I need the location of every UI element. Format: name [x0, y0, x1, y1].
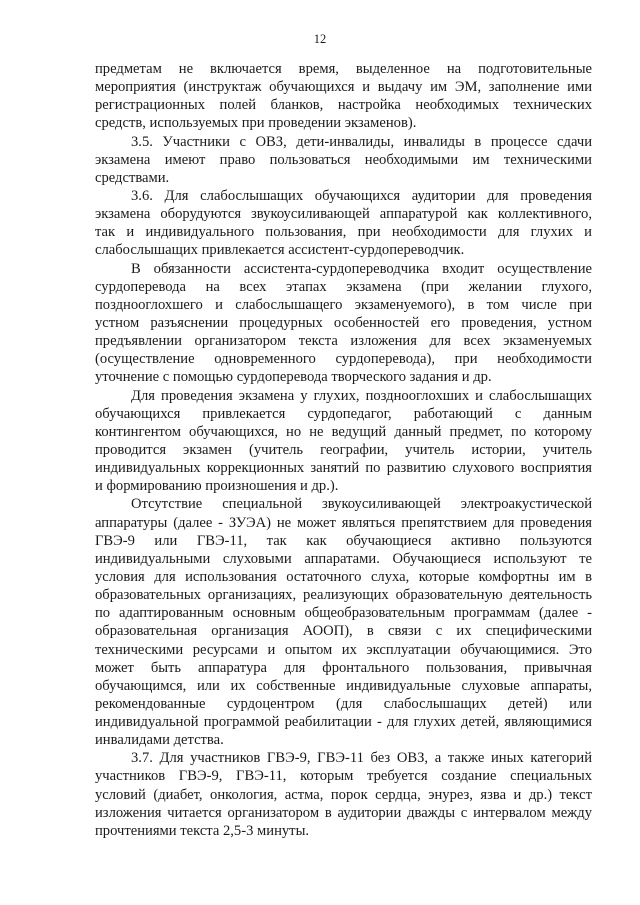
text-line: сурдоперевода на всех этапах экзамена (при желании глухого,: [95, 278, 592, 295]
page-number: 12: [313, 32, 327, 46]
text-line: аппаратуры (далее - ЗУЭА) не может являться препятствием для проведения: [95, 514, 592, 531]
text-line: обучающихся привлекается сурдопедагог, работающий с данным: [95, 405, 592, 422]
text-line: по адаптированным основным общеобразовательным программам (далее -: [95, 605, 592, 622]
text-line: может быть аппаратура для фронтального пользования, привычная: [95, 659, 592, 676]
text-line: экзамена имеют право пользоваться необходимыми им техническими: [95, 151, 592, 168]
text-line: прочтениями текста 2,5-3 минуты.: [95, 822, 310, 839]
text-line: индивидуальных коррекционных занятий по развитию слухового восприятия: [95, 460, 592, 477]
text-line: Для проведения экзамена у глухих, позднооглохших и слабослышащих: [131, 387, 592, 404]
text-line: контингентом обучающихся, но не ведущий данный предмет, по которому: [95, 423, 592, 440]
text-line: индивидуальными слуховыми аппаратами. Обучающиеся используют те: [95, 550, 592, 567]
text-line: и формированию произношения и др.).: [95, 478, 339, 495]
text-line: условия для использования остаточного слуха, которые комфортны им в: [95, 568, 592, 585]
text-line: ГВЭ-9 или ГВЭ-11, так как обучающиеся активно пользуются: [95, 532, 592, 549]
text-line: образовательная организация АООП), в связи с их специфическими: [95, 623, 592, 640]
text-line: слабослышащих привлекается ассистент-сурдопереводчик.: [95, 242, 465, 259]
text-line: предъявлении организатором текста изложения для всех экзаменуемых: [95, 333, 592, 350]
text-line: уточнение с помощью сурдоперевода творческого задания и др.: [95, 369, 492, 386]
text-line: Отсутствие специальной звукоусиливающей электроакустической: [131, 496, 592, 513]
text-line: так и индивидуального пользования, при необходимости для глухих и: [95, 224, 592, 241]
text-line: индивидуальной программой реабилитации - для глухих детей, являющимися: [95, 714, 592, 731]
text-line: 3.6. Для слабослышащих обучающихся аудитории для проведения: [131, 187, 592, 204]
text-line: изложения читается организатором в аудитории дважды с интервалом между: [95, 804, 592, 821]
text-line: условий (диабет, онкология, астма, порок сердца, энурез, язва и др.) текст: [95, 786, 592, 803]
text-line: 3.7. Для участников ГВЭ-9, ГВЭ-11 без ОВЗ, а также иных категорий: [131, 750, 592, 767]
text-line: устном разъяснении процедурных особенностей его проведения, устном: [95, 314, 592, 331]
text-line: образовательных организациях, реализующих образовательную деятельность: [95, 587, 592, 604]
text-line: обучающимся, или их собственные индивидуальные слуховые аппараты,: [95, 677, 592, 694]
text-line: проводится экзамен (учитель географии, учитель истории, учитель: [95, 441, 592, 458]
text-line: регистрационных полей бланков, настройка необходимых технических: [95, 97, 592, 114]
text-line: позднооглохшего и слабослышащего экзаменуемого), в том числе при: [95, 296, 592, 313]
text-line: инвалидами детства.: [95, 732, 224, 749]
text-line: средствами.: [95, 169, 170, 186]
text-line: В обязанности ассистента-сурдопереводчика входит осуществление: [131, 260, 592, 277]
text-line: средств, используемых при проведении экзаменов).: [95, 115, 417, 132]
text-line: рекомендованные сурдоцентром (для слабослышащих детей) или: [95, 695, 592, 712]
text-line: экзамена оборудуются звукоусиливающей аппаратурой как коллективного,: [95, 206, 592, 223]
text-line: предметам не включается время, выделенное на подготовительные: [95, 61, 592, 77]
document-body: [95, 60, 592, 840]
text-line: участников ГВЭ-9, ГВЭ-11, которым требуется создание специальных: [95, 768, 592, 785]
text-line: техническими ресурсами и опытом их эксплуатации обучающимися. Это: [95, 641, 592, 658]
text-line: мероприятия (инструктаж обучающихся и выдачу им ЭМ, заполнение ими: [95, 79, 592, 96]
text-line: (осуществление одновременного сурдоперевода), при необходимости: [95, 351, 592, 368]
text-line: 3.5. Участники с ОВЗ, дети-инвалиды, инвалиды в процессе сдачи: [131, 133, 592, 150]
